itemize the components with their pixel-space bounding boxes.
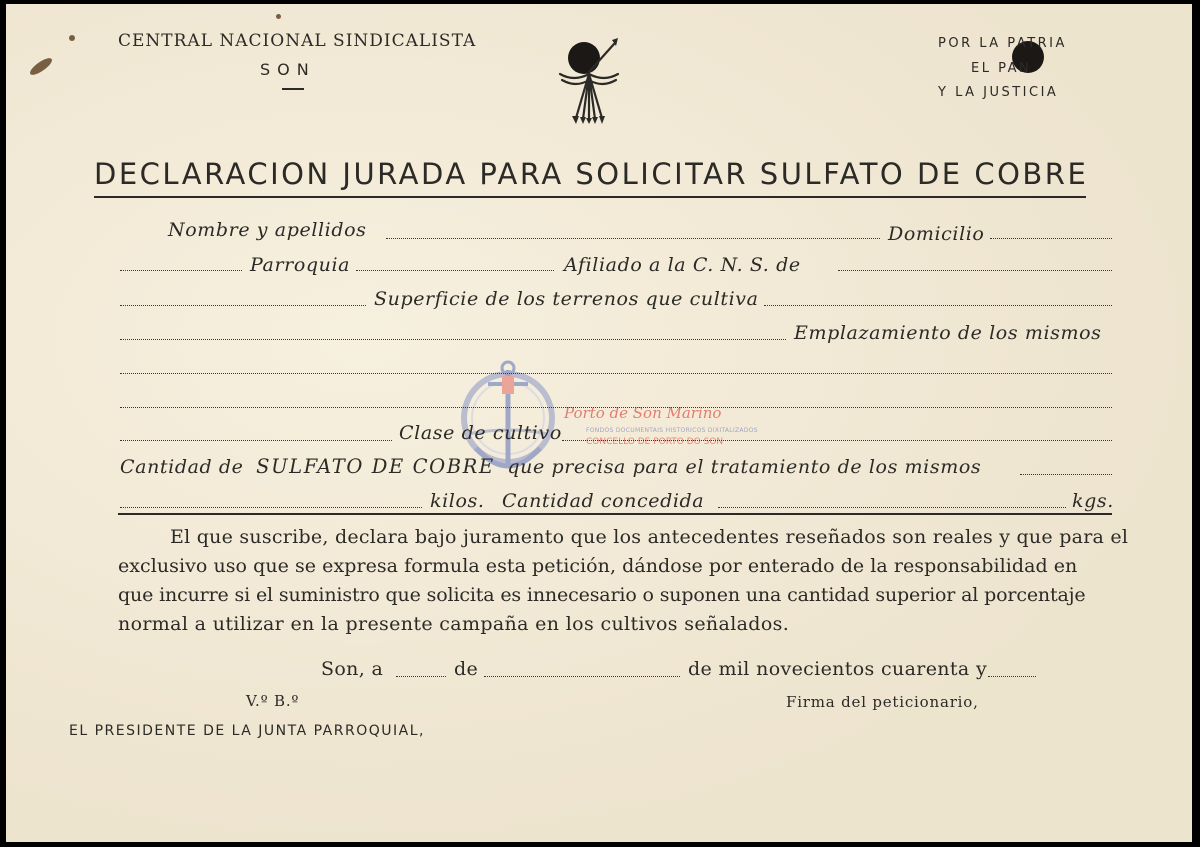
field-parroquia[interactable] — [356, 270, 554, 271]
watermark-subtitle: FONDOS DOCUMENTAIS HISTÓRICOS DIXITALIZADOS — [586, 427, 758, 434]
label-date-year: de mil novecientos cuarenta y — [688, 658, 988, 680]
field-clase-cultivo[interactable] — [562, 440, 1112, 441]
field-day[interactable] — [396, 676, 446, 677]
label-sulfato: SULFATO DE COBRE — [256, 455, 495, 478]
watermark-name: Porto de Son Marino — [564, 404, 722, 422]
label-nombre: Nombre y apellidos — [168, 219, 367, 241]
label-superficie: Superficie de los terrenos que cultiva — [374, 288, 759, 310]
field-domicilio[interactable] — [990, 238, 1112, 239]
label-clase-cultivo: Clase de cultivo — [399, 422, 562, 444]
label-cantidad: Cantidad de — [120, 456, 244, 478]
declaration-line-4: normal a utilizar en la presente campaña en los cultivos señalados. — [118, 613, 790, 635]
motto-line-2: EL PAN — [971, 61, 1032, 76]
label-visto-bueno: V.º B.º — [246, 692, 300, 710]
field-pre-superficie[interactable] — [120, 305, 366, 306]
label-emplazamiento: Emplazamiento de los mismos — [794, 322, 1102, 344]
ink-stain — [69, 35, 75, 41]
field-kilos[interactable] — [120, 507, 422, 508]
label-date-de: de — [454, 658, 479, 680]
field-pre-clase[interactable] — [120, 440, 392, 441]
field-year[interactable] — [988, 676, 1036, 677]
field-nombre[interactable] — [386, 238, 880, 239]
field-cantidad-concedida[interactable] — [718, 507, 1066, 508]
label-presidente: EL PRESIDENTE DE LA JUNTA PARROQUIAL, — [69, 723, 425, 739]
label-cantidad-concedida: Cantidad concedida — [502, 490, 705, 512]
header-dash — [282, 88, 304, 90]
field-emplazamiento-line-2[interactable] — [120, 373, 1112, 374]
org-town: SON — [260, 60, 316, 79]
watermark-subtitle-2: CONCELLO DE PORTO DO SON — [586, 437, 724, 447]
declaration-line-2: exclusivo uso que se expresa formula esta petición, dándose por enterado de la responsabilidad en — [118, 555, 1078, 577]
title-underline — [94, 196, 1086, 198]
field-superficie[interactable] — [764, 305, 1112, 306]
label-date-son: Son, a — [321, 658, 384, 680]
field-pre-emplazamiento[interactable] — [120, 339, 786, 340]
label-tratamiento: que precisa para el tratamiento de los mismos — [507, 456, 982, 478]
label-kgs: kgs. — [1072, 490, 1114, 512]
form-divider — [118, 513, 1112, 515]
document-sheet — [6, 4, 1192, 842]
field-emplazamiento-line-3[interactable] — [120, 407, 1112, 408]
label-parroquia: Parroquia — [250, 254, 351, 276]
cantidad-line — [120, 455, 981, 478]
org-name: CENTRAL NACIONAL SINDICALISTA — [118, 31, 477, 51]
label-domicilio: Domicilio — [888, 223, 985, 245]
declaration-line-3: que incurre si el suministro que solicita es innecesario o suponen una cantidad superior al porcentaje — [118, 584, 1086, 606]
field-cantidad[interactable] — [1020, 474, 1112, 475]
yoke-and-arrows-icon — [554, 34, 624, 124]
declaration-line-1: El que suscribe, declara bajo juramento que los antecedentes reseñados son reales y que para el — [170, 526, 1129, 548]
field-pre-parroquia[interactable] — [120, 270, 242, 271]
field-month[interactable] — [484, 676, 680, 677]
motto-line-3: Y LA JUSTICIA — [938, 85, 1059, 100]
field-afiliado[interactable] — [838, 270, 1112, 271]
label-afiliado: Afiliado a la C. N. S. de — [564, 254, 801, 276]
label-kilos: kilos. — [430, 490, 485, 512]
ink-stain — [28, 55, 54, 77]
motto-line-1: POR LA PATRIA — [938, 36, 1067, 51]
label-firma-peticionario: Firma del peticionario, — [786, 693, 979, 711]
document-title: DECLARACION JURADA PARA SOLICITAR SULFATO DE COBRE — [94, 157, 1089, 191]
ink-stain — [276, 14, 281, 19]
